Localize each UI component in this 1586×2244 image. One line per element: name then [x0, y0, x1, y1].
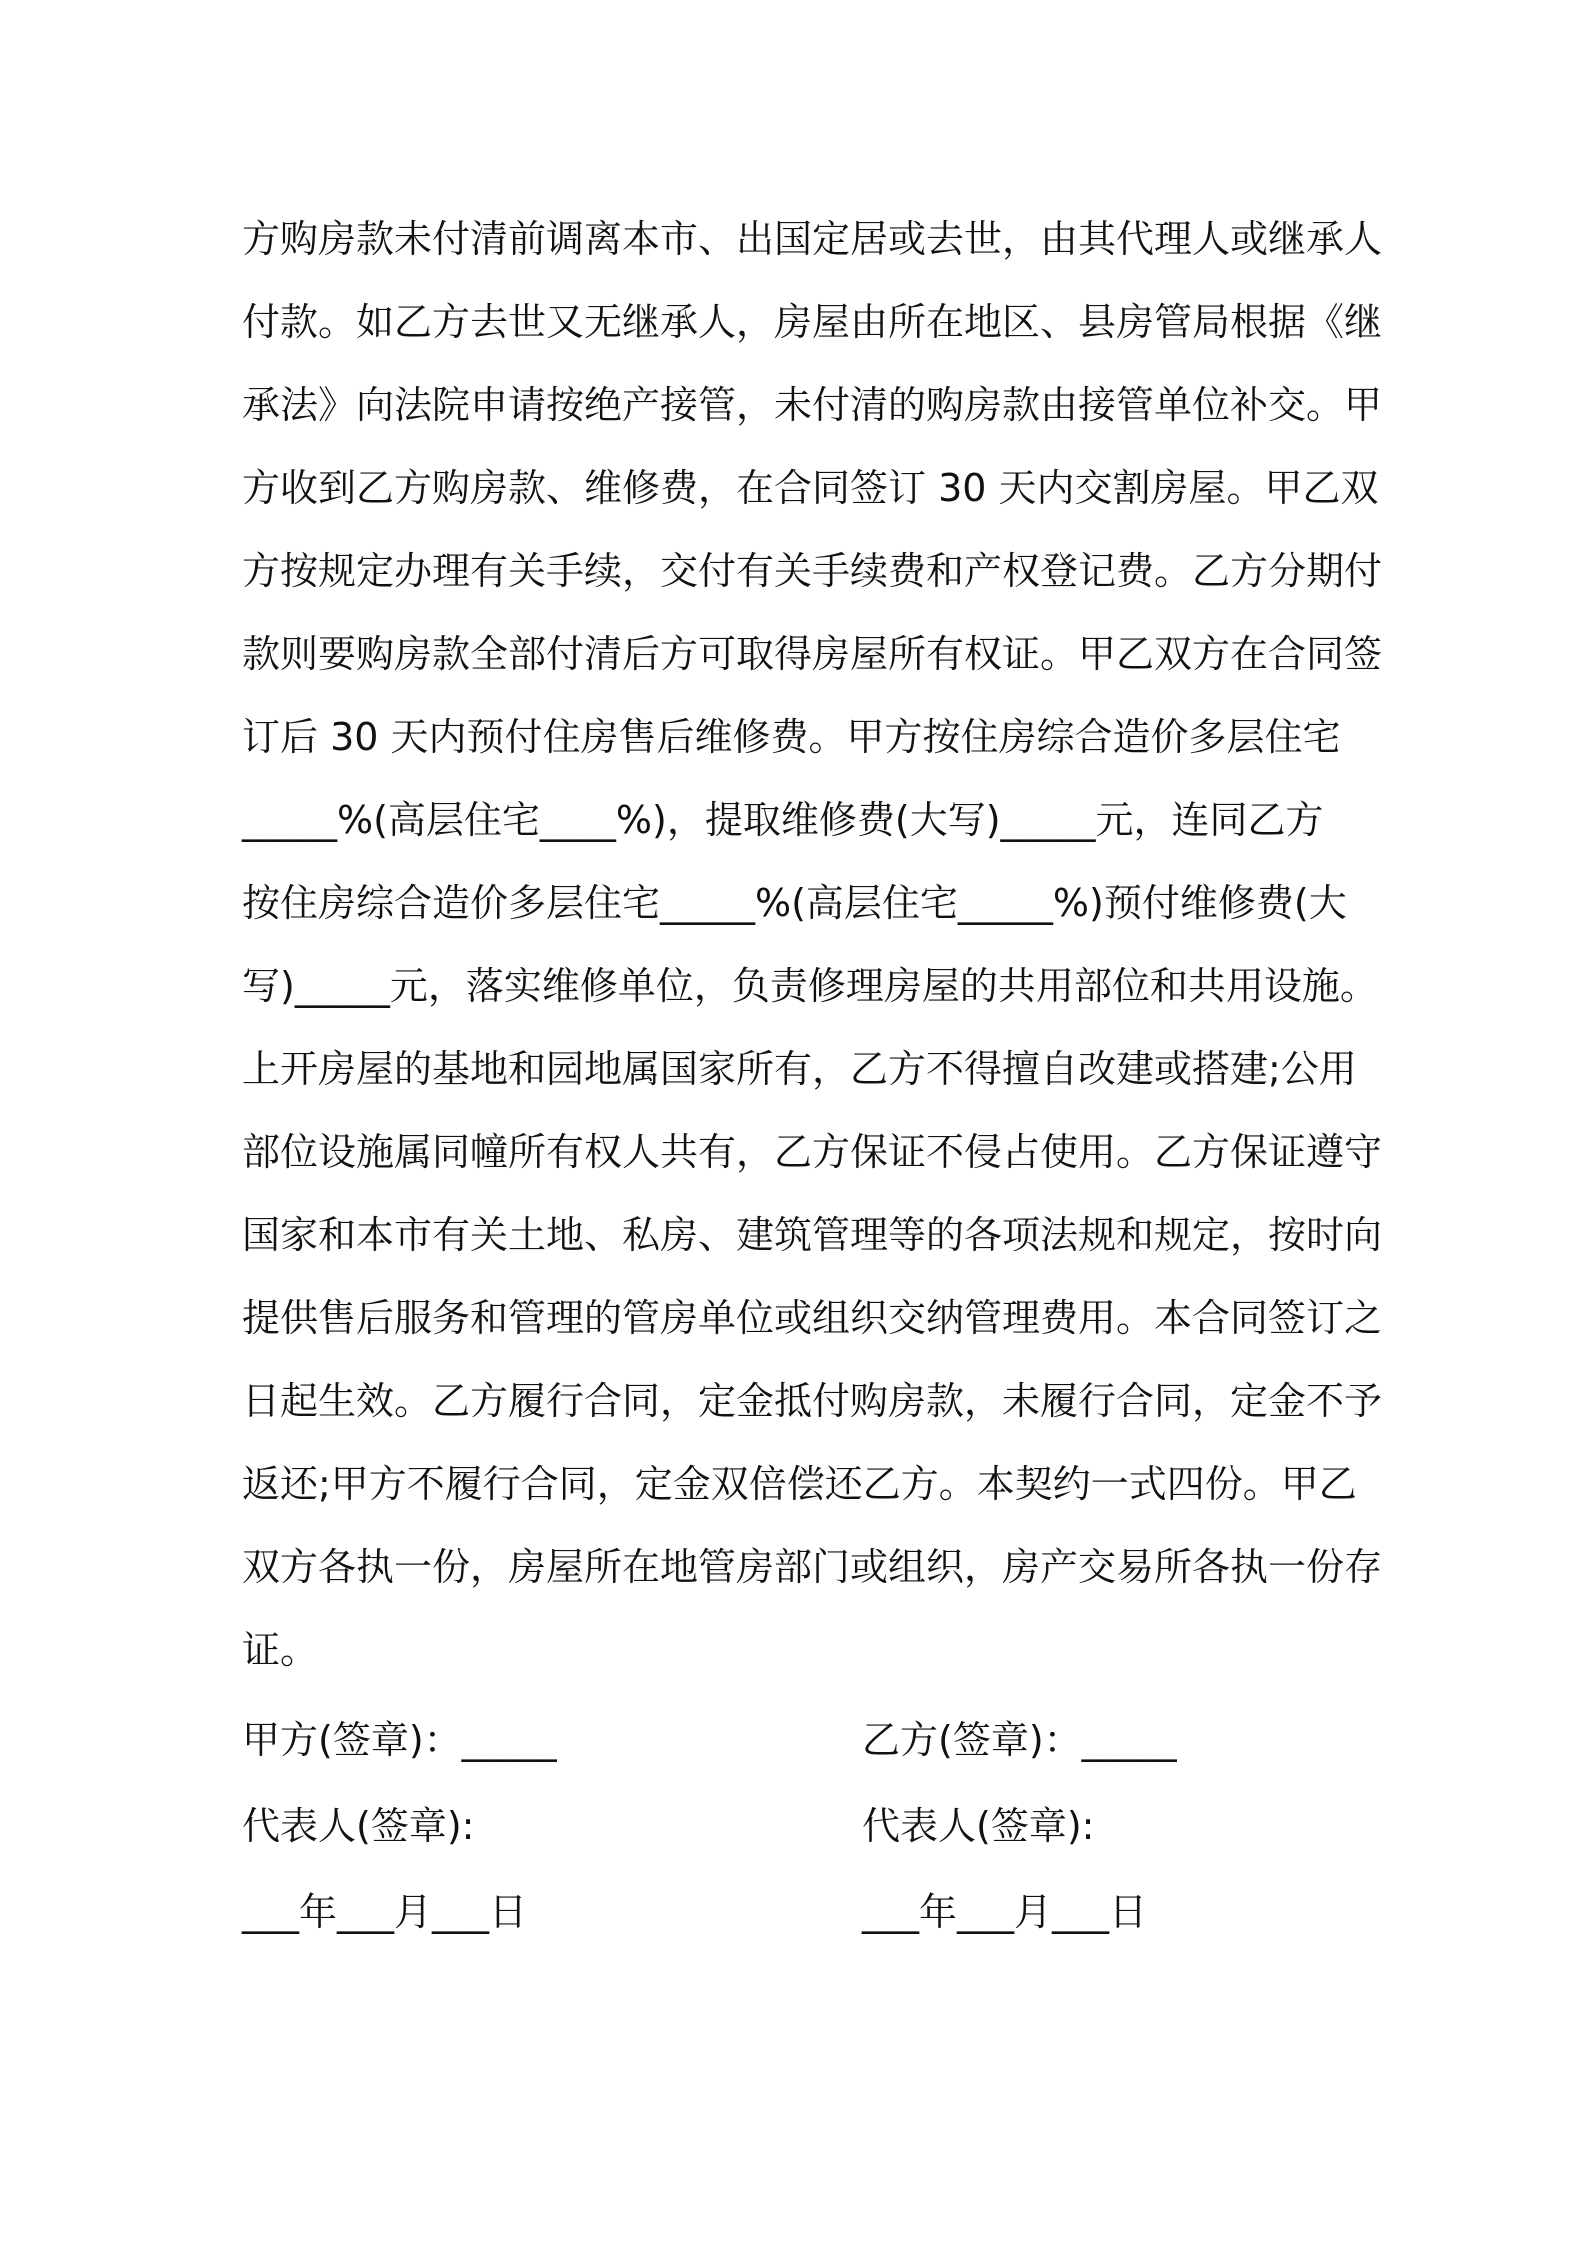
party-a-representative: 代表人(签章): [242, 1804, 475, 1848]
body-line: 证。 [242, 1628, 319, 1672]
body-line: 方按规定办理有关手续，交付有关手续费和产权登记费。乙方分期付 [242, 549, 1383, 593]
body-line: 国家和本市有关土地、私房、建筑管理等的各项法规和规定，按时向 [242, 1213, 1383, 1257]
body-line: 按住房综合造价多层住宅_____%(高层住宅_____%)预付维修费(大 [242, 881, 1347, 925]
body-line: 承法》向法院申请按绝产接管，未付清的购房款由接管单位补交。甲 [242, 383, 1383, 427]
signature-date-row [242, 1869, 1357, 1955]
signature-block [242, 1697, 1357, 1955]
body-line: 付款。如乙方去世又无继承人，房屋由所在地区、县房管局根据《继 [242, 300, 1383, 344]
signature-representative-row [242, 1783, 1357, 1869]
body-line: 款则要购房款全部付清后方可取得房屋所有权证。甲乙双方在合同签 [242, 632, 1383, 676]
body-line: 提供售后服务和管理的管房单位或组织交纳管理费用。本合同签订之 [242, 1296, 1383, 1340]
body-line: 上开房屋的基地和园地属国家所有，乙方不得擅自改建或搭建;公用 [242, 1047, 1357, 1091]
body-line: _____%(高层住宅____%)，提取维修费(大写)_____元，连同乙方 [242, 798, 1324, 842]
body-line: 写)_____元，落实维修单位，负责修理房屋的共用部位和共用设施。 [242, 964, 1378, 1008]
contract-body [242, 198, 1383, 1692]
body-line: 方收到乙方购房款、维修费，在合同签订 30 天内交割房屋。甲乙双 [242, 466, 1379, 510]
signature-seal-row [242, 1697, 1357, 1783]
party-b-representative: 代表人(签章): [862, 1804, 1095, 1848]
party-a-seal: 甲方(签章)：_____ [242, 1718, 557, 1762]
body-line: 返还;甲方不履行合同，定金双倍偿还乙方。本契约一式四份。甲乙 [242, 1462, 1357, 1506]
body-line: 双方各执一份，房屋所在地管房部门或组织，房产交易所各执一份存 [242, 1545, 1383, 1589]
body-line: 方购房款未付清前调离本市、出国定居或去世，由其代理人或继承人 [242, 217, 1383, 261]
body-line: 日起生效。乙方履行合同，定金抵付购房款，未履行合同，定金不予 [242, 1379, 1383, 1423]
party-b-date: ___年___月___日 [862, 1890, 1148, 1934]
party-a-date: ___年___月___日 [242, 1890, 528, 1934]
party-b-seal: 乙方(签章)：_____ [862, 1718, 1177, 1762]
body-line: 订后 30 天内预付住房售后维修费。甲方按住房综合造价多层住宅 [242, 715, 1341, 759]
body-line: 部位设施属同幢所有权人共有，乙方保证不侵占使用。乙方保证遵守 [242, 1130, 1383, 1174]
